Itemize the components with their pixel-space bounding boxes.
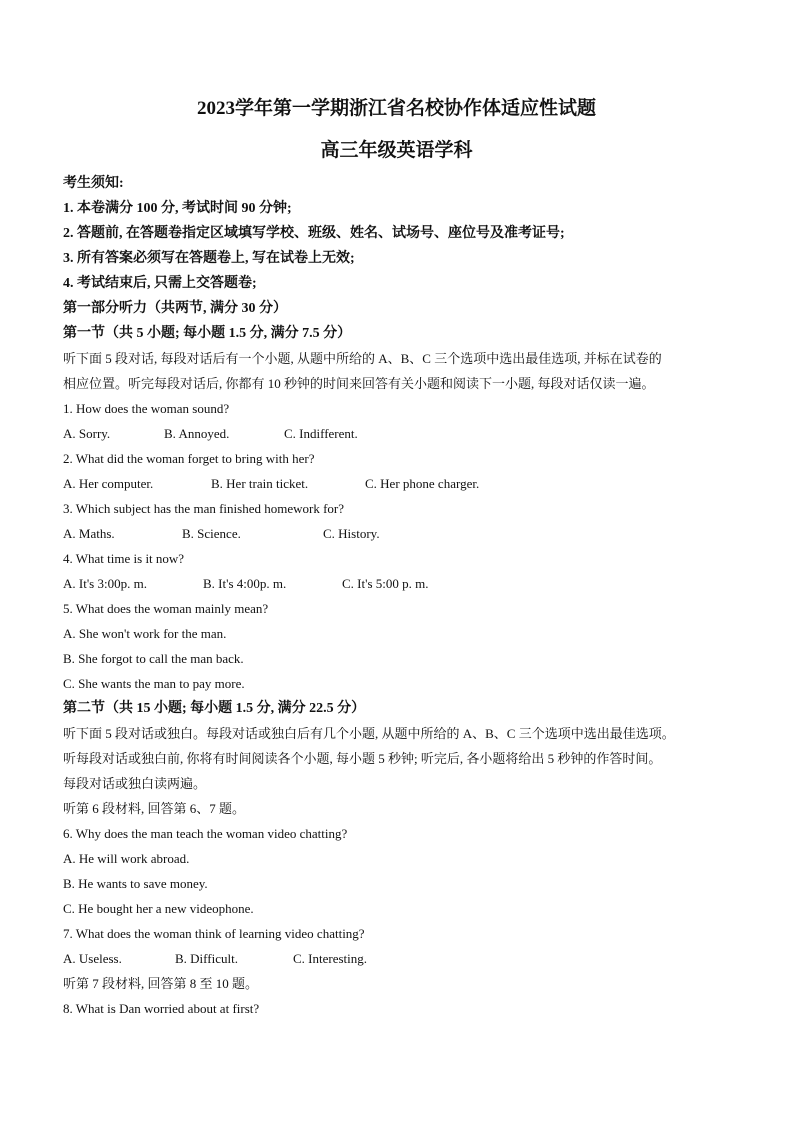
material-note: 听第 7 段材料, 回答第 8 至 10 题。 [63, 976, 259, 991]
option: B. She forgot to call the man back. [63, 651, 244, 666]
question-stem: 3. Which subject has the man finished homework for? [63, 501, 344, 516]
part1-heading: 第一部分听力（共两节, 满分 30 分） [63, 301, 287, 316]
notice-item: 4. 考试结束后, 只需上交答题卷; [63, 276, 257, 291]
option-row [63, 521, 730, 546]
option: C. Indifferent. [284, 426, 358, 441]
option: A. She won't work for the man. [63, 626, 227, 641]
option: C. Interesting. [293, 951, 368, 966]
section2-instructions: 每段对话或独白读两遍。 [63, 776, 207, 791]
option: B. It's 4:00p. m. [203, 576, 287, 591]
material-note: 听第 6 段材料, 回答第 6、7 题。 [63, 801, 246, 816]
question-stem: 5. What does the woman mainly mean? [63, 601, 269, 616]
question-stem: 6. Why does the man teach the woman video chatting? [63, 826, 348, 841]
option: A. Useless. [63, 951, 122, 966]
notice-item: 1. 本卷满分 100 分, 考试时间 90 分钟; [63, 201, 292, 216]
exam-subtitle: 高三年级英语学科 [320, 140, 473, 161]
notice-item: 3. 所有答案必须写在答题卷上, 写在试卷上无效; [63, 251, 355, 266]
option: B. Difficult. [175, 951, 238, 966]
section1-instructions: 相应位置。听完每段对话后, 你都有 10 秒钟的时间来回答有关小题和阅读下一小题, 每段对话仅读一遍。 [63, 376, 655, 391]
exam-title: 2023学年第一学期浙江省名校协作体适应性试题 [196, 98, 596, 119]
section1-heading: 第一节（共 5 小题; 每小题 1.5 分, 满分 7.5 分） [63, 326, 352, 341]
question-stem: 8. What is Dan worried about at first? [63, 1001, 260, 1016]
option: A. Maths. [63, 526, 115, 541]
question-stem: 4. What time is it now? [63, 551, 185, 566]
option-row [63, 946, 730, 971]
option: B. Science. [182, 526, 241, 541]
option: A. He will work abroad. [63, 851, 190, 866]
section2-instructions: 听下面 5 段对话或独白。每段对话或独白后有几个小题, 从题中所给的 A、B、C 三个选项中选出最佳选项。 [63, 726, 675, 741]
option-row [63, 471, 730, 496]
option: C. Her phone charger. [365, 476, 480, 491]
section1-instructions: 听下面 5 段对话, 每段对话后有一个小题, 从题中所给的 A、B、C 三个选项中选出最佳选项, 并标在试卷的 [63, 351, 662, 366]
section2-instructions: 听每段对话或独白前, 你将有时间阅读各个小题, 每小题 5 秒钟; 听完后, 各小题将给出 5 秒钟的作答时间。 [63, 751, 662, 766]
section2-heading: 第二节（共 15 小题; 每小题 1.5 分, 满分 22.5 分） [63, 701, 366, 716]
option: A. It's 3:00p. m. [63, 576, 147, 591]
option: B. He wants to save money. [63, 876, 208, 891]
option-row [63, 571, 730, 596]
notice-heading: 考生须知: [63, 176, 124, 191]
option: C. It's 5:00 p. m. [342, 576, 429, 591]
option: B. Annoyed. [164, 426, 230, 441]
question-stem: 2. What did the woman forget to bring with her? [63, 451, 315, 466]
notice-item: 2. 答题前, 在答题卷指定区域填写学校、班级、姓名、试场号、座位号及准考证号; [63, 226, 565, 241]
option: C. History. [323, 526, 380, 541]
question-stem: 1. How does the woman sound? [63, 401, 230, 416]
option-row [63, 421, 730, 446]
option: B. Her train ticket. [211, 476, 309, 491]
option: A. Her computer. [63, 476, 154, 491]
question-stem: 7. What does the woman think of learning video chatting? [63, 926, 365, 941]
option: C. She wants the man to pay more. [63, 676, 245, 691]
option: C. He bought her a new videophone. [63, 901, 254, 916]
option: A. Sorry. [63, 426, 111, 441]
